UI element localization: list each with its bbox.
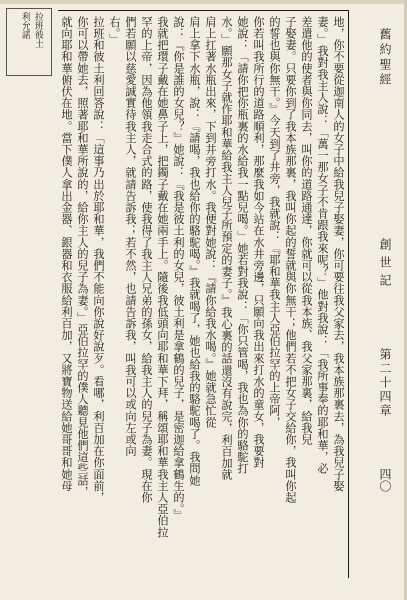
- page-number: 四〇: [378, 468, 392, 492]
- chapter-number: 第二十四章: [378, 348, 392, 418]
- top-rule: [58, 10, 348, 11]
- text-column: 水。」願那女子就作耶和華給我主人兒子所預定的妻子。』我心裏的話還沒有說完，利百加就: [220, 16, 233, 481]
- text-column: 地，你不要從迦南人的女子中給我兒子娶妻，你可要往我父家去，我本族那裏去，為我兒子娶: [332, 16, 345, 492]
- text-column: 拉班和彼土利回答說：「這事乃出於耶和華，我們不能向你說好說歹。看哪，利百加在你面前，: [92, 16, 105, 504]
- page-edge-top: [0, 0, 407, 4]
- chapter-label: 創世記: [378, 238, 392, 292]
- text-column: 你可以帶她去，照著耶和華所說的，給你主人的兒子為妻。」亞伯拉罕的僕人聽見他們這些話，: [76, 16, 89, 498]
- text-column: 我就把環子戴在她鼻子上，把鐲子戴在她兩手上。隨後我低頭向耶和華下拜，稱頌耶和華我主人亞伯拉: [156, 16, 169, 538]
- text-column: 肩上扛著水瓶出來，下到井旁打水。我便對她說：『請你給我水喝。』她就急忙從: [204, 16, 217, 428]
- book-title: 舊約聖經: [378, 28, 392, 88]
- text-column: 肩上拿下水瓶，說：『請喝，我也給你的駱駝喝。』我就喝了，她也給我的駱駝喝了。我問她: [188, 16, 201, 486]
- text-column: 她說：「請你把你瓶裏的水給我一點兒喝。」她若對我說：「你只管喝，我也為你的駱駝打: [236, 16, 249, 475]
- side-note: [6, 8, 50, 98]
- text-column: 就向耶和華俯伏在地。當下僕人拿出金器、銀器和衣服給利百加，又將寶物送給她哥哥和她母: [60, 16, 73, 492]
- running-header: [364, 28, 394, 580]
- text-column: 差遣他的使者與你同去，叫你的道路通達，你就可以從我本族、我父家那裏，給我兒: [300, 16, 313, 446]
- text-column: 的誓也與你無干。』今天到了井旁，我就說：『耶和華我主人亞伯拉罕的上帝阿，: [268, 16, 281, 428]
- text-column: 你若叫我所行的道路順利，那麼我如今站在水井旁邊，只願向我出來打水的童女，我要對: [252, 16, 265, 469]
- side-note-line: 利允諾: [20, 12, 30, 39]
- text-column: 子娶妻。只要你到了我本族那裏，我叫你起的誓就與你無干；他們若不把女子交給你，我叫你起: [284, 16, 297, 504]
- header-rule: [348, 10, 349, 578]
- text-column: 罕的上帝，因為他領我走合式的路，使我得了我主人兄弟的孫女，給我主人的兒子為妻。現在你: [140, 16, 153, 504]
- text-column: 們若願以慈愛誠實待我主人，就請告訴我；若不然，也請告訴我，叫我可以或向左或向: [124, 16, 137, 457]
- text-column: 右。」: [108, 16, 121, 46]
- text-column: 妻。」我對我主人說：「萬一那女子不肯跟我來呢？」他對我說：「我所事奉的耶和華，必: [316, 16, 329, 475]
- text-column: 說：『你是誰的女兒？』她說：『我是彼土利的女兒，彼土利是拿鶴的兒子，是密迦給拿鶴生的。』: [172, 16, 185, 521]
- side-note-line: 拉班彼土: [33, 12, 43, 48]
